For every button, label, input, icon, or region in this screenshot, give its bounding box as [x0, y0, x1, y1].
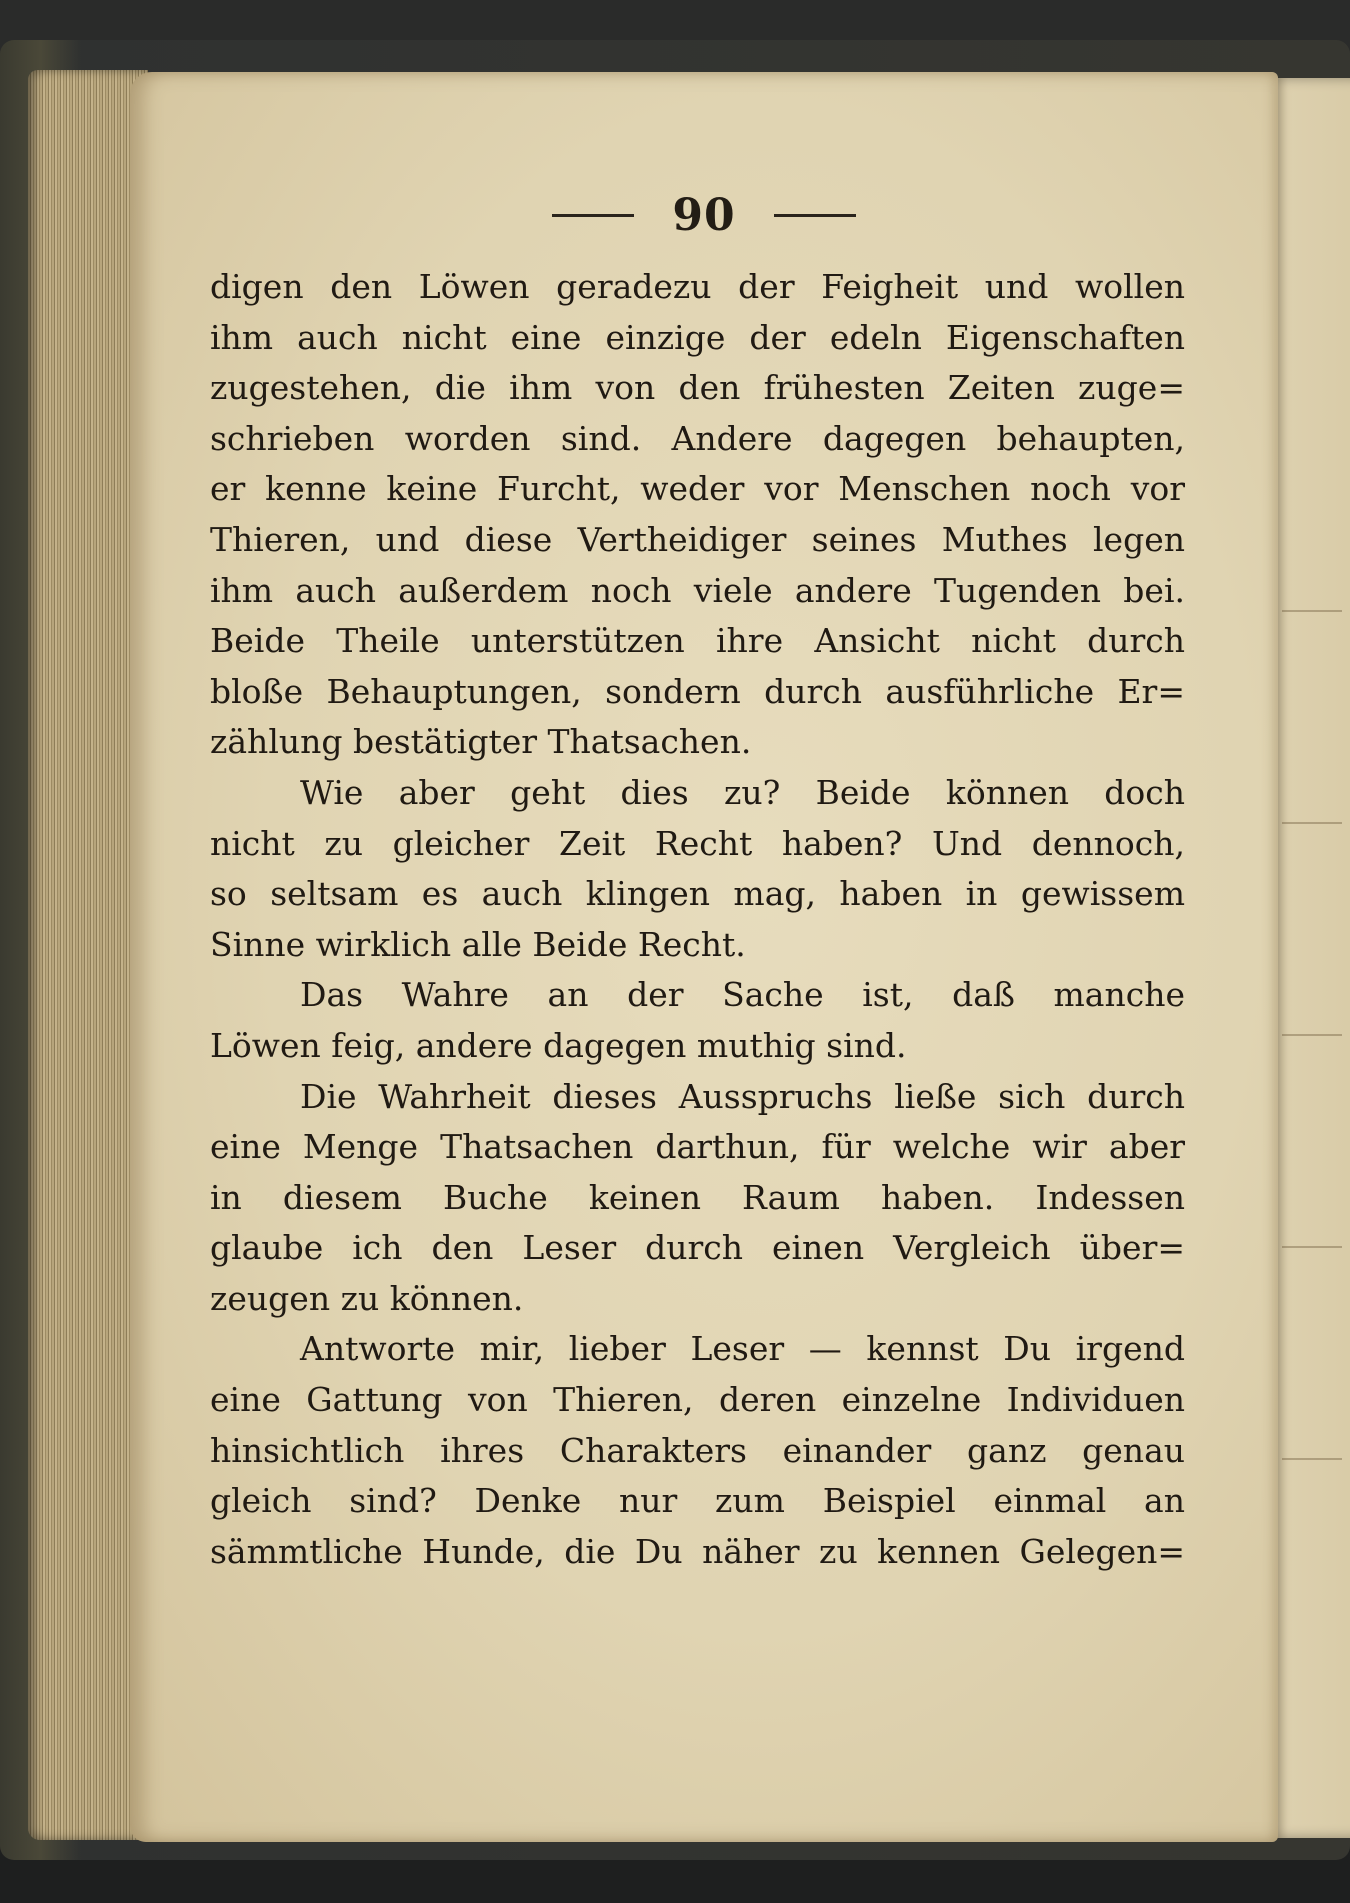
text-line: Die Wahrheit dieses Ausspruchs ließe sich durch	[300, 1076, 1185, 1116]
text-line: Antworte mir, lieber Leser — kennst Du irgend	[300, 1329, 1185, 1369]
text-line: Löwen feig, andere dagegen muthig sind.	[210, 1025, 907, 1065]
text-line: Sinne wirklich alle Beide Recht.	[210, 924, 746, 964]
text-line: schrieben worden sind. Andere dagegen behaupten,	[210, 418, 1185, 458]
text-line: ihm auch nicht eine einzige der edeln Eigenschaften	[210, 317, 1185, 357]
facing-page-marks	[1282, 400, 1342, 1600]
text-line: sämmtliche Hunde, die Du näher zu kennen Gelegen=	[210, 1531, 1185, 1571]
text-line: zeugen zu können.	[210, 1278, 524, 1318]
text-line: so seltsam es auch klingen mag, haben in gewissem	[210, 874, 1185, 914]
text-line: Thieren, und diese Vertheidiger seines Muthes legen	[210, 519, 1185, 559]
text-line: ihm auch außerdem noch viele andere Tugenden bei.	[210, 570, 1185, 610]
page-header	[130, 180, 1278, 250]
text-line: Wie aber geht dies zu? Beide können doch	[300, 772, 1185, 812]
text-line: Beide Theile unterstützen ihre Ansicht nicht durch	[210, 621, 1185, 661]
body-text	[210, 262, 1185, 1577]
text-line: zugestehen, die ihm von den frühesten Zeiten zuge=	[210, 368, 1185, 408]
header-rule-left	[552, 214, 634, 217]
page-number: 90	[672, 189, 736, 241]
text-line: digen den Löwen geradezu der Feigheit und wollen	[210, 267, 1185, 306]
text-line: nicht zu gleicher Zeit Recht haben? Und dennoch,	[210, 823, 1185, 863]
text-line: eine Menge Thatsachen darthun, für welche wir aber	[210, 1127, 1185, 1167]
text-line: bloße Behauptungen, sondern durch ausführliche Er=	[210, 671, 1185, 711]
text-line: hinsichtlich ihres Charakters einander ganz genau	[210, 1430, 1185, 1470]
text-line: glaube ich den Leser durch einen Vergleich über=	[210, 1228, 1185, 1268]
text-line: gleich sind? Denke nur zum Beispiel einmal an	[210, 1481, 1185, 1521]
text-line: zählung bestätigter Thatsachen.	[210, 722, 752, 762]
text-line: in diesem Buche keinen Raum haben. Indessen	[210, 1177, 1185, 1217]
text-line: Das Wahre an der Sache ist, daß manche	[300, 975, 1185, 1015]
text-line: er kenne keine Furcht, weder vor Menschen noch vor	[210, 469, 1185, 509]
header-rule-right	[774, 214, 856, 217]
text-line: eine Gattung von Thieren, deren einzelne Individuen	[210, 1380, 1185, 1420]
